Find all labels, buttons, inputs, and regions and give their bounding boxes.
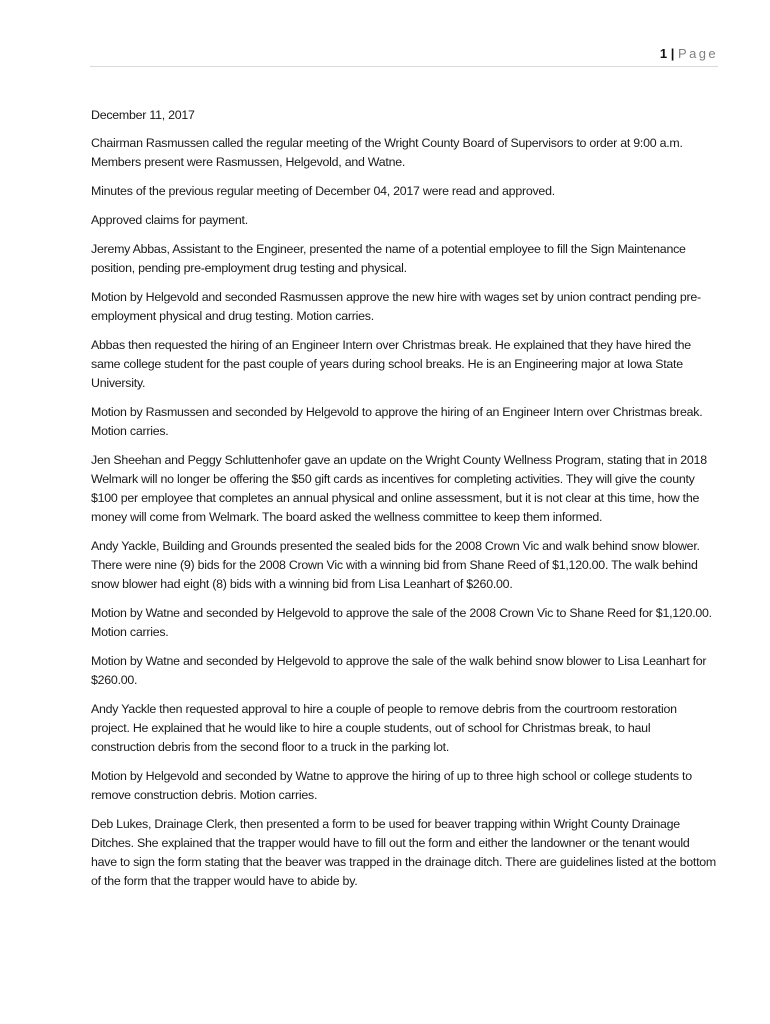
paragraph-motion-snow-blower: Motion by Watne and seconded by Helgevold to approve the sale of the walk behind snow blower to Lisa Leanhart for $260.00. <box>91 654 707 687</box>
paragraph-engineer-intern: Abbas then requested the hiring of an Engineer Intern over Christmas break. He explained that they have hired the same college student for the past couple of years during school breaks. He is an Engineering major at Iowa State University. <box>91 338 691 390</box>
page-label: Page <box>678 46 718 61</box>
paragraph-claims-approved: Approved claims for payment. <box>91 213 248 227</box>
paragraph-motion-crown-vic: Motion by Watne and seconded by Helgevold to approve the sale of the 2008 Crown Vic to Shane Reed for $1,120.00. Motion carries. <box>91 606 712 639</box>
paragraph-motion-students: Motion by Helgevold and seconded by Watne to approve the hiring of up to three high school or college students to remove construction debris. Motion carries. <box>91 769 692 802</box>
paragraph-minutes-approved: Minutes of the previous regular meeting of December 04, 2017 were read and approved. <box>91 184 555 198</box>
paragraph-motion-intern: Motion by Rasmussen and seconded by Helgevold to approve the hiring of an Engineer Intern over Christmas break. Motion carries. <box>91 405 703 438</box>
paragraph-call-to-order: Chairman Rasmussen called the regular meeting of the Wright County Board of Supervisors to order at 9:00 a.m. Members present were Rasmussen, Helgevold, and Watne. <box>91 136 683 169</box>
page-header <box>90 44 718 67</box>
document-body <box>91 106 716 901</box>
paragraph-wellness-program: Jen Sheehan and Peggy Schluttenhofer gave an update on the Wright County Wellness Program, stating that in 2018 Welmark will no longer be offering the $50 gift cards as incentives for completing activities. They will give the county $100 per employee that completes an annual physical and online assessment, but it is not clear at this time, how the money will come from Welmark. The board asked the wellness committee to keep them informed. <box>91 453 707 524</box>
meeting-date: December 11, 2017 <box>91 108 195 122</box>
paragraph-sign-maintenance: Jeremy Abbas, Assistant to the Engineer, presented the name of a potential employee to fill the Sign Maintenance position, pending pre-employment drug testing and physical. <box>91 242 686 275</box>
paragraph-motion-new-hire: Motion by Helgevold and seconded Rasmussen approve the new hire with wages set by union contract pending pre-employment physical and drug testing. Motion carries. <box>91 290 701 323</box>
paragraph-courtroom-debris: Andy Yackle then requested approval to hire a couple of people to remove debris from the courtroom restoration project. He explained that he would like to hire a couple students, out of school for Christmas break, to haul construction debris from the second floor to a truck in the parking lot. <box>91 702 677 754</box>
paragraph-sealed-bids: Andy Yackle, Building and Grounds presented the sealed bids for the 2008 Crown Vic and walk behind snow blower. There were nine (9) bids for the 2008 Crown Vic with a winning bid from Shane Reed of $1,120.00. The walk behind snow blower had eight (8) bids with a winning bid from Lisa Leanhart of $260.00. <box>91 539 700 591</box>
page-number: 1 <box>659 46 668 61</box>
paragraph-beaver-trapping: Deb Lukes, Drainage Clerk, then presented a form to be used for beaver trapping within Wright County Drainage Ditches. She explained that the trapper would have to fill out the form and either the landowner or the tenant would have to sign the form stating that the beaver was trapped in the drainage ditch. There are guidelines listed at the bottom of the form that the trapper would have to abide by. <box>91 817 716 888</box>
page-separator: | <box>670 46 675 61</box>
